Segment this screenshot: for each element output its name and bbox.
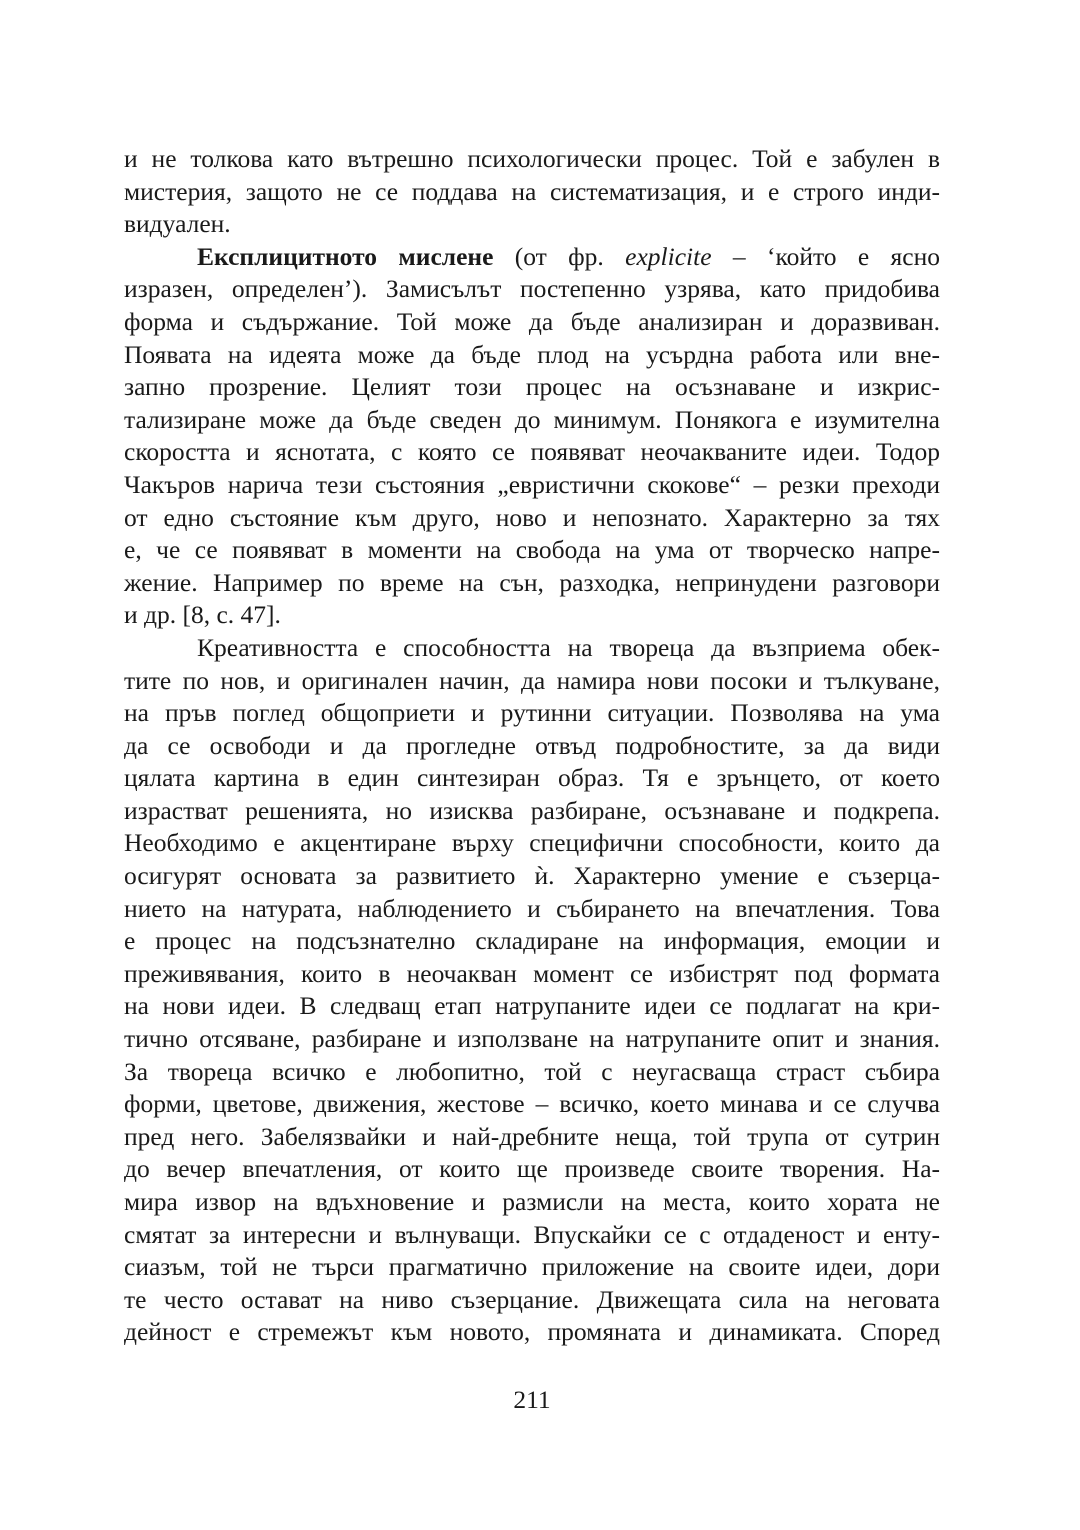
text-line (124, 665, 940, 698)
text-segment: да се освободи и да прогледне отвъд подробностите, за да види (124, 730, 940, 760)
text-line (124, 339, 940, 372)
text-segment: тично отсяване, разбиране и използване на натрупаните опит и знания. (124, 1024, 940, 1054)
text-line (124, 697, 940, 730)
text-segment: на пръв поглед общоприети и рутинни ситуации. Позволява на ума (124, 698, 940, 728)
text-segment: до вечер впечатления, от които ще произведе своите творения. На- (124, 1154, 940, 1184)
text-segment: те често остават на ниво съзерцание. Движещата сила на неговата (124, 1284, 940, 1314)
text-line (124, 534, 940, 567)
text-segment: изразен, определен’). Замисълът постепенно узрява, като придобива (124, 274, 940, 304)
text-line (124, 1251, 940, 1284)
text-line (124, 599, 940, 632)
italic-text: explicite (625, 241, 712, 271)
text-segment: Чакъров нарича тези състояния „евристични скокове“ – резки преходи (124, 469, 940, 499)
text-line (124, 1056, 940, 1089)
text-line (124, 502, 940, 535)
text-segment: (от фр. (493, 241, 626, 271)
text-line (124, 1153, 940, 1186)
text-segment: и др. [8, с. 47]. (124, 600, 281, 630)
text-segment: осигурят основата за развитието ѝ. Характерно умение е съзерца- (124, 861, 940, 891)
text-line (124, 990, 940, 1023)
text-line (124, 1219, 940, 1252)
text-segment: сиазъм, той не търси прагматично приложение на своите идеи, дори (124, 1252, 940, 1282)
text-segment: израстват решенията, но изисква разбиране, осъзнаване и подкрепа. (124, 795, 940, 825)
bold-text: Експлицитното мислене (197, 241, 494, 271)
text-line (124, 860, 940, 893)
text-segment: тите по нов, и оригинален начин, да намира нови посоки и тълкуване, (124, 665, 940, 695)
text-line (124, 371, 940, 404)
text-segment: мира извор на вдъхновение и размисли на места, които хората не (124, 1187, 940, 1216)
text-line (124, 404, 940, 437)
text-segment: на нови идеи. В следващ етап натрупаните идеи се подлагат на кри- (124, 991, 940, 1021)
body-text (124, 143, 940, 1349)
text-segment: Появата на идеята може да бъде плод на усърдна работа или вне- (124, 339, 940, 369)
text-segment: смятат за интересни и вълнуващи. Впускайки се с отдаденост и енту- (124, 1219, 940, 1249)
text-line (124, 567, 940, 600)
text-line (124, 306, 940, 339)
page-number: 211 (513, 1385, 551, 1414)
text-line (124, 436, 940, 469)
text-segment: цялата картина в един синтезиран образ. Тя е зрънцето, от което (124, 763, 940, 793)
text-segment: е процес на подсъзнателно складиране на информация, емоции и (124, 926, 940, 956)
text-segment: преживявания, които в неочакван момент се избистрят под формата (124, 958, 940, 988)
text-line (124, 795, 940, 828)
text-line (124, 208, 940, 241)
text-line (124, 273, 940, 306)
text-segment: дейност е стремежът към новото, промяната и динамиката. Според (124, 1317, 940, 1347)
text-line (124, 1316, 940, 1349)
text-line (124, 893, 940, 926)
text-segment: видуален. (124, 209, 231, 239)
text-line (124, 176, 940, 209)
text-segment: Креативността е способността на твореца да възприема обек- (197, 632, 940, 662)
text-segment: За твореца всичко е любопитно, той с неугасваща страст събира (124, 1056, 940, 1086)
text-segment: Необходимо е акцентиране върху специфични способности, които да (124, 828, 940, 858)
text-segment: тализиране може да бъде сведен до минимум. Понякога е изумителна (124, 404, 940, 434)
text-line (124, 469, 940, 502)
text-line (124, 241, 940, 274)
text-line (124, 1088, 940, 1121)
text-segment: форма и съдържание. Той може да бъде анализиран и доразвиван. (124, 306, 940, 336)
text-line (124, 632, 940, 665)
text-line (124, 762, 940, 795)
text-segment: скоростта и яснотата, с която се появяват неочакваните идеи. Тодор (124, 437, 940, 467)
text-segment: нието на натурата, наблюдението и събирането на впечатления. Това (124, 893, 940, 923)
text-line (124, 730, 940, 763)
text-line (124, 1186, 940, 1219)
text-segment: мистерия, защото не се поддава на систематизация, и е строго инди- (124, 176, 940, 206)
text-segment: жение. Например по време на сън, разходка, непринудени разговори (124, 567, 940, 597)
text-line (124, 958, 940, 991)
text-segment: форми, цветове, движения, жестове – всичко, което минава и се случва (124, 1089, 940, 1119)
text-segment: пред него. Забелязвайки и най-дребните неща, той трупа от сутрин (124, 1121, 940, 1151)
text-line (124, 1121, 940, 1154)
text-line (124, 143, 940, 176)
text-segment: от едно състояние към друго, ново и непознато. Характерно за тях (124, 502, 940, 532)
text-segment: запно прозрение. Целият този процес на осъзнаване и изкрис- (124, 372, 940, 402)
text-segment: и не толкова като вътрешно психологически процес. Той е забулен в (124, 144, 940, 173)
text-line (124, 925, 940, 958)
text-line (124, 1284, 940, 1317)
text-line (124, 1023, 940, 1056)
text-line (124, 827, 940, 860)
text-segment: е, че се появяват в моменти на свобода на ума от творческо напре- (124, 535, 940, 565)
text-segment: – ‘който е ясно (711, 241, 941, 271)
book-page (124, 0, 940, 1530)
